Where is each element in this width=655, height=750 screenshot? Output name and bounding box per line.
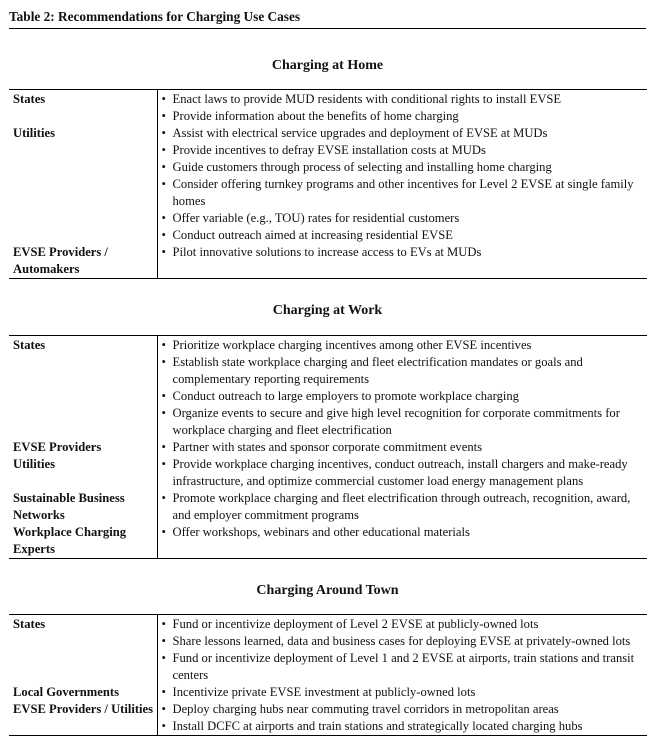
table-row [9, 456, 647, 490]
recommendation-item: • Provide information about the benefits of home charging [162, 108, 648, 125]
table-row [9, 336, 647, 440]
recommendation-list [158, 91, 648, 125]
recommendation-item: • Guide customers through process of selecting and installing home charging [162, 159, 648, 176]
stakeholder-cell: Local Governments [9, 684, 157, 701]
recommendation-list [158, 684, 648, 701]
recommendation-list [158, 490, 648, 524]
recommendation-item: • Conduct outreach aimed at increasing residential EVSE [162, 227, 648, 244]
recommendation-list [158, 616, 648, 684]
recommendation-list [158, 456, 648, 490]
recommendation-item: • Fund or incentivize deployment of Level 1 and 2 EVSE at airports, train stations and transit centers [162, 650, 648, 684]
section-title: Charging at Home [271, 58, 384, 73]
recommendation-list [158, 701, 648, 735]
recommendation-item: • Provide workplace charging incentives, conduct outreach, install chargers and make-ready infrastructure, and optimize commercial customer load energy management plans [162, 456, 648, 490]
table-row [9, 490, 647, 524]
recommendation-item: • Conduct outreach to large employers to promote workplace charging [162, 388, 648, 405]
title-rule [9, 28, 646, 29]
recommendations-cell [157, 456, 647, 490]
stakeholder-cell: Utilities [9, 456, 157, 490]
stakeholder-cell: Workplace Charging Experts [9, 524, 157, 559]
recommendations-cell [157, 524, 647, 559]
recommendations-table [9, 335, 647, 559]
recommendation-item: • Provide incentives to defray EVSE installation costs at MUDs [162, 142, 648, 159]
recommendation-item: • Partner with states and sponsor corporate commitment events [162, 439, 648, 456]
recommendation-item: • Consider offering turnkey programs and other incentives for Level 2 EVSE at single family homes [162, 176, 648, 210]
recommendation-list [158, 337, 648, 439]
recommendations-cell [157, 615, 647, 685]
stakeholder-cell: States [9, 336, 157, 440]
recommendations-cell [157, 244, 647, 279]
table-row [9, 244, 647, 279]
recommendation-item: • Enact laws to provide MUD residents with conditional rights to install EVSE [162, 91, 648, 108]
recommendation-item: • Install DCFC at airports and train stations and strategically located charging hubs [162, 718, 648, 735]
recommendation-list [158, 125, 648, 244]
recommendations-table [9, 89, 647, 279]
recommendation-list [158, 244, 648, 261]
recommendation-item: • Fund or incentivize deployment of Level 2 EVSE at publicly-owned lots [162, 616, 648, 633]
recommendation-item: • Organize events to secure and give high level recognition for corporate commitments for workplace charging and fleet electrification [162, 405, 648, 439]
table-row [9, 684, 647, 701]
table-row [9, 615, 647, 685]
recommendations-cell [157, 701, 647, 736]
stakeholder-cell: EVSE Providers / Automakers [9, 244, 157, 279]
recommendations-table [9, 614, 647, 736]
stakeholder-cell: States [9, 615, 157, 685]
recommendations-cell [157, 439, 647, 456]
recommendation-item: • Promote workplace charging and fleet electrification through outreach, recognition, award, and employer commitment programs [162, 490, 648, 524]
table-row [9, 524, 647, 559]
stakeholder-cell: EVSE Providers / Utilities [9, 701, 157, 736]
recommendation-item: • Establish state workplace charging and fleet electrification mandates or goals and complementary reporting requirements [162, 354, 648, 388]
recommendation-item: • Prioritize workplace charging incentives among other EVSE incentives [162, 337, 648, 354]
stakeholder-cell: Sustainable Business Networks [9, 490, 157, 524]
recommendations-cell [157, 684, 647, 701]
sections-container [0, 57, 655, 736]
section-title: Charging Around Town [256, 583, 399, 598]
table-row [9, 439, 647, 456]
recommendations-cell [157, 490, 647, 524]
recommendation-item: • Pilot innovative solutions to increase access to EVs at MUDs [162, 244, 648, 261]
section-title: Charging at Work [272, 303, 383, 318]
recommendations-cell [157, 125, 647, 244]
table-row [9, 125, 647, 244]
stakeholder-cell: States [9, 90, 157, 126]
recommendations-cell [157, 90, 647, 126]
recommendation-item: • Deploy charging hubs near commuting travel corridors in metropolitan areas [162, 701, 648, 718]
recommendation-list [158, 439, 648, 456]
stakeholder-cell: EVSE Providers [9, 439, 157, 456]
recommendation-list [158, 524, 648, 541]
recommendation-item: • Offer variable (e.g., TOU) rates for residential customers [162, 210, 648, 227]
table-row [9, 90, 647, 126]
table-title: Table 2: Recommendations for Charging Use Cases [9, 9, 301, 24]
stakeholder-cell: Utilities [9, 125, 157, 244]
recommendation-item: • Share lessons learned, data and business cases for deploying EVSE at privately-owned lots [162, 633, 648, 650]
recommendations-cell [157, 336, 647, 440]
recommendation-item: • Incentivize private EVSE investment at publicly-owned lots [162, 684, 648, 701]
table-row [9, 701, 647, 736]
recommendation-item: • Assist with electrical service upgrades and deployment of EVSE at MUDs [162, 125, 648, 142]
recommendation-item: • Offer workshops, webinars and other educational materials [162, 524, 648, 541]
